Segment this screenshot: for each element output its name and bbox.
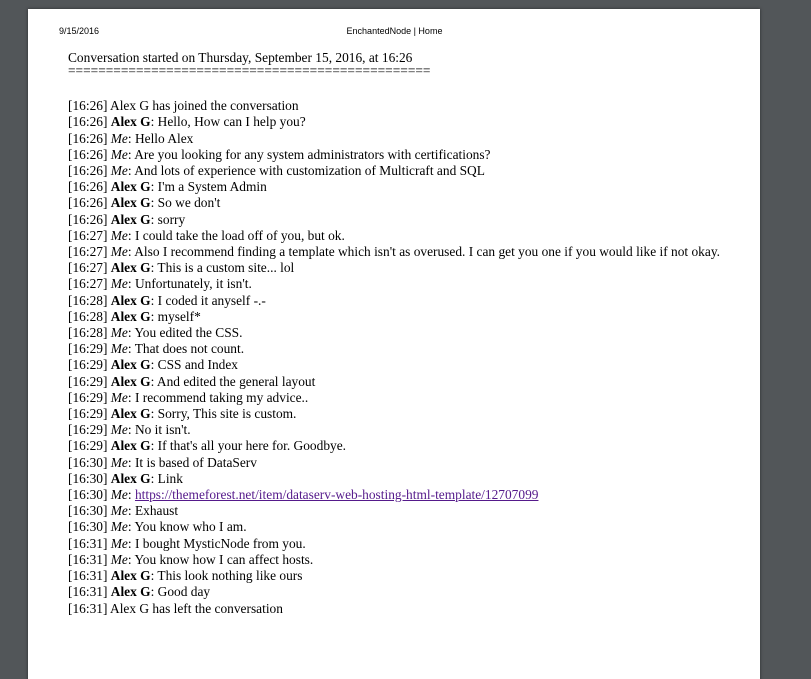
message-text: No it isn't.	[134, 422, 191, 438]
message-speaker: Alex G	[110, 584, 151, 600]
message-speaker: Me	[110, 389, 128, 405]
message-text: This is a custom site... lol	[157, 260, 295, 276]
message-text: I coded it anyself -.-	[157, 292, 266, 308]
message-line: [16:26] Me: Are you looking for any system administrators with certifications?	[68, 146, 491, 162]
message-line: [16:29] Alex G: CSS and Index	[68, 357, 239, 373]
message-line: [16:31] Me: I bought MysticNode from you.	[68, 535, 306, 551]
message-time: [16:26]	[68, 179, 108, 195]
message-time: [16:29]	[68, 357, 108, 373]
message-speaker: Me	[110, 146, 128, 162]
message-link[interactable]: https://themeforest.net/item/dataserv-web-hosting-html-template/12707099	[134, 487, 539, 503]
print-header	[59, 26, 730, 40]
message-speaker: Alex G	[110, 438, 151, 454]
message-text: I bought MysticNode from you.	[134, 535, 306, 551]
message-speaker: Alex G	[110, 260, 151, 276]
message-time: [16:26]	[68, 146, 108, 162]
message-speaker: Alex G	[110, 114, 151, 130]
message-line: [16:26] Alex G: So we don't	[68, 195, 221, 211]
message-time: [16:31]	[68, 551, 108, 567]
message-speaker: Me	[110, 341, 128, 357]
spacer	[68, 78, 728, 98]
document-page	[28, 9, 760, 679]
message-time: [16:29]	[68, 406, 108, 422]
message-time: [16:28]	[68, 292, 108, 308]
message-text: And edited the general layout	[156, 373, 316, 389]
message-line: [16:26] Alex G: Hello, How can I help you?	[68, 114, 306, 130]
message-text: Link	[157, 470, 183, 486]
message-text: I could take the load off of you, but ok.	[134, 227, 345, 243]
message-line: [16:29] Me: That does not count.	[68, 341, 245, 357]
message-time: [16:28]	[68, 308, 108, 324]
message-line: [16:31] Me: You know how I can affect hosts.	[68, 551, 314, 567]
message-text: If that's all your here for. Goodbye.	[157, 438, 346, 454]
message-line: [16:28] Me: You edited the CSS.	[68, 325, 243, 341]
message-time: [16:26]	[68, 130, 108, 146]
message-time: [16:26]	[68, 211, 108, 227]
message-line: [16:29] Alex G: If that's all your here for. Goodbye.	[68, 438, 346, 454]
message-speaker: Me	[110, 422, 128, 438]
message-text: CSS and Index	[157, 357, 239, 373]
message-time: [16:30]	[68, 519, 108, 535]
message-line: [16:29] Alex G: Sorry, This site is custom.	[68, 406, 297, 422]
message-text: Hello Alex	[134, 130, 194, 146]
message-speaker: Alex G	[110, 211, 151, 227]
message-speaker: Alex G	[110, 470, 151, 486]
message-text: You know who I am.	[134, 519, 247, 535]
message-time: [16:26]	[68, 114, 108, 130]
message-line: [16:29] Me: I recommend taking my advice..	[68, 389, 309, 405]
message-text: Are you looking for any system administrators with certifications?	[134, 146, 491, 162]
message-speaker: Me	[110, 130, 128, 146]
message-line: [16:31] Alex G: Good day	[68, 584, 211, 600]
message-speaker: Alex G	[110, 568, 151, 584]
message-text: Hello, How can I help you?	[157, 114, 306, 130]
message-speaker: Me	[110, 487, 128, 503]
message-speaker: Me	[110, 551, 128, 567]
message-text: Also I recommend finding a template which isn't as overused. I can get you one if you would like if not okay.	[134, 244, 720, 260]
message-text: Unfortunately, it isn't.	[134, 276, 252, 292]
message-line	[68, 98, 728, 114]
message-text: This look nothing like ours	[157, 568, 303, 584]
message-text: Exhaust	[134, 503, 179, 519]
message-speaker: Alex G	[110, 292, 151, 308]
message-text: That does not count.	[134, 341, 245, 357]
conversation-log	[68, 50, 728, 617]
message-speaker: Alex G	[110, 357, 151, 373]
message-speaker: Me	[110, 244, 128, 260]
message-speaker: Me	[110, 454, 128, 470]
message-text: So we don't	[157, 195, 221, 211]
message-line: [16:30] Me: https://themeforest.net/item/dataserv-web-hosting-html-template/12707099	[68, 487, 539, 503]
message-line: [16:27] Me: Unfortunately, it isn't.	[68, 276, 252, 292]
message-time: [16:27]	[68, 227, 108, 243]
message-time: [16:27]	[68, 244, 108, 260]
message-line: [16:30] Alex G: Link	[68, 470, 183, 486]
message-time: [16:26]	[68, 163, 108, 179]
message-speaker: Alex G	[110, 308, 151, 324]
message-speaker: Me	[110, 519, 128, 535]
message-speaker: Me	[110, 227, 128, 243]
message-text: You edited the CSS.	[134, 325, 243, 341]
message-time: [16:31]	[68, 535, 108, 551]
message-text: sorry	[157, 211, 186, 227]
message-line: [16:31] Alex G: This look nothing like ours	[68, 568, 303, 584]
message-text: myself*	[157, 308, 201, 324]
message-line: [16:27] Me: I could take the load off of you, but ok.	[68, 227, 345, 243]
message-line: [16:30] Me: It is based of DataServ	[68, 454, 257, 470]
message-time: [16:31]	[68, 568, 108, 584]
message-line: [16:30] Me: You know who I am.	[68, 519, 247, 535]
message-line: [16:29] Me: No it isn't.	[68, 422, 191, 438]
message-time: [16:31]	[68, 600, 108, 616]
message-line: [16:26] Alex G: I'm a System Admin	[68, 179, 267, 195]
message-speaker: Me	[110, 325, 128, 341]
message-line: [16:27] Me: Also I recommend finding a template which isn't as overused. I can get you one if you would like if not okay.	[68, 244, 720, 260]
message-time: [16:29]	[68, 373, 108, 389]
print-date: 9/15/2016	[59, 26, 100, 36]
message-line: [16:26] Me: Hello Alex	[68, 130, 194, 146]
message-line: [16:30] Me: Exhaust	[68, 503, 179, 519]
message-text: Sorry, This site is custom.	[157, 406, 297, 422]
message-text: It is based of DataServ	[134, 454, 257, 470]
message-time: [16:30]	[68, 503, 108, 519]
message-speaker: Alex G	[110, 373, 151, 389]
message-time: [16:30]	[68, 470, 108, 486]
title-underline-rule: ================================================	[68, 63, 431, 79]
message-time: [16:30]	[68, 487, 108, 503]
message-text: Alex G has left the conversation	[110, 600, 283, 616]
message-text: You know how I can affect hosts.	[134, 551, 314, 567]
message-line: [16:29] Alex G: And edited the general layout	[68, 373, 316, 389]
message-list	[68, 98, 728, 617]
message-text: Good day	[157, 584, 211, 600]
message-speaker: Alex G	[110, 195, 151, 211]
message-speaker: Alex G	[110, 179, 151, 195]
message-time: [16:29]	[68, 341, 108, 357]
message-time: [16:26]	[68, 195, 108, 211]
message-line: [16:28] Alex G: myself*	[68, 308, 201, 324]
conversation-title: Conversation started on Thursday, September 15, 2016, at 16:26	[68, 50, 413, 65]
message-time: [16:27]	[68, 276, 108, 292]
message-speaker: Me	[110, 535, 128, 551]
message-text: I recommend taking my advice..	[134, 389, 309, 405]
message-time: [16:31]	[68, 584, 108, 600]
message-line	[68, 601, 728, 617]
message-speaker: Me	[110, 163, 128, 179]
message-text: And lots of experience with customization of Multicraft and SQL	[134, 163, 485, 179]
message-time: [16:29]	[68, 438, 108, 454]
message-time: [16:29]	[68, 389, 108, 405]
message-speaker: Me	[110, 503, 128, 519]
message-line: [16:26] Alex G: sorry	[68, 211, 186, 227]
message-speaker: Alex G	[110, 406, 151, 422]
message-line: [16:26] Me: And lots of experience with customization of Multicraft and SQL	[68, 163, 485, 179]
print-page-title: EnchantedNode | Home	[346, 26, 443, 36]
message-time: [16:30]	[68, 454, 108, 470]
message-text: I'm a System Admin	[157, 179, 267, 195]
message-line: [16:27] Alex G: This is a custom site... lol	[68, 260, 295, 276]
message-speaker: Me	[110, 276, 128, 292]
message-time: [16:28]	[68, 325, 108, 341]
message-time: [16:26]	[68, 98, 108, 114]
message-time: [16:27]	[68, 260, 108, 276]
message-line: [16:28] Alex G: I coded it anyself -.-	[68, 292, 266, 308]
message-time: [16:29]	[68, 422, 108, 438]
message-text: Alex G has joined the conversation	[110, 98, 299, 114]
